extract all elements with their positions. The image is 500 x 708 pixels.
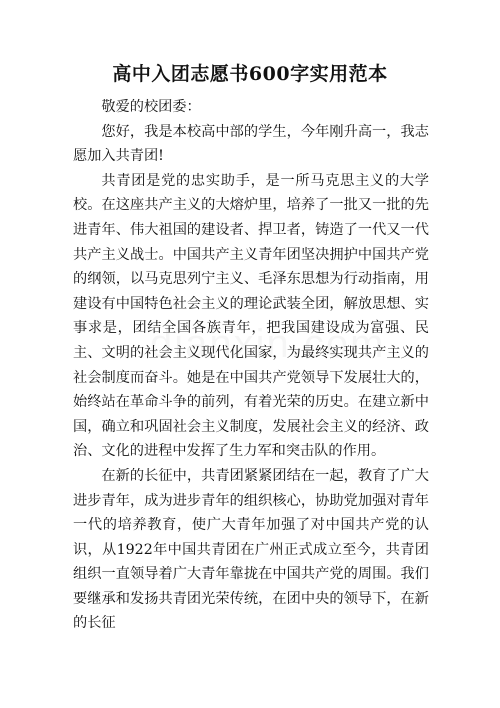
document-title: 高中入团志愿书600字实用范本	[112, 63, 388, 85]
paragraph-1: 您好，我是本校高中部的学生，今年刚升高一，我志愿加入共青团!	[73, 123, 429, 165]
salutation: 敬爱的校团委：	[101, 99, 201, 115]
paragraph-2: 共青团是党的忠实助手，是一所马克思主义的大学校。在这座共产主义的大熔炉里，培养了一批又一批的先进青年、伟大祖国的建设者、捍卫者，铸造了一代又一代共产主义战士。中国共产主义青年团坚决拥护中国共产党的纲领，以马克思列宁主义、毛泽东思想为行动指南，用建设有中国特色社会主义的理论武装全团，解放思想、实事求是，团结全国各族青年，把我国建设成为富强、民主、文明的社会主义现代化国家，为最终实现共产主义的社会制度而奋斗。她是在中国共产党领导下发展壮大的，始终站在革命斗争的前列，有着光荣的历史。在建立新中国，确立和巩固社会主义制度，发展社会主义的经济、政治、文化的进程中发挥了生力军和突击队的作用。	[73, 172, 429, 460]
paragraph-3: 在新的长征中，共青团紧紧团结在一起，教育了广大进步青年，成为进步青年的组织核心，协助党加强对青年一代的培养教育，使广大青年加强了对中国共产党的认识，从1922年中国共青团在广州正式成立至今，共青团组织一直领导着广大青年靠拢在中国共产党的周围。我们要继承和发扬共青团光荣传统，在团中央的领导下，在新的长征	[73, 467, 429, 632]
document-body	[73, 95, 429, 636]
